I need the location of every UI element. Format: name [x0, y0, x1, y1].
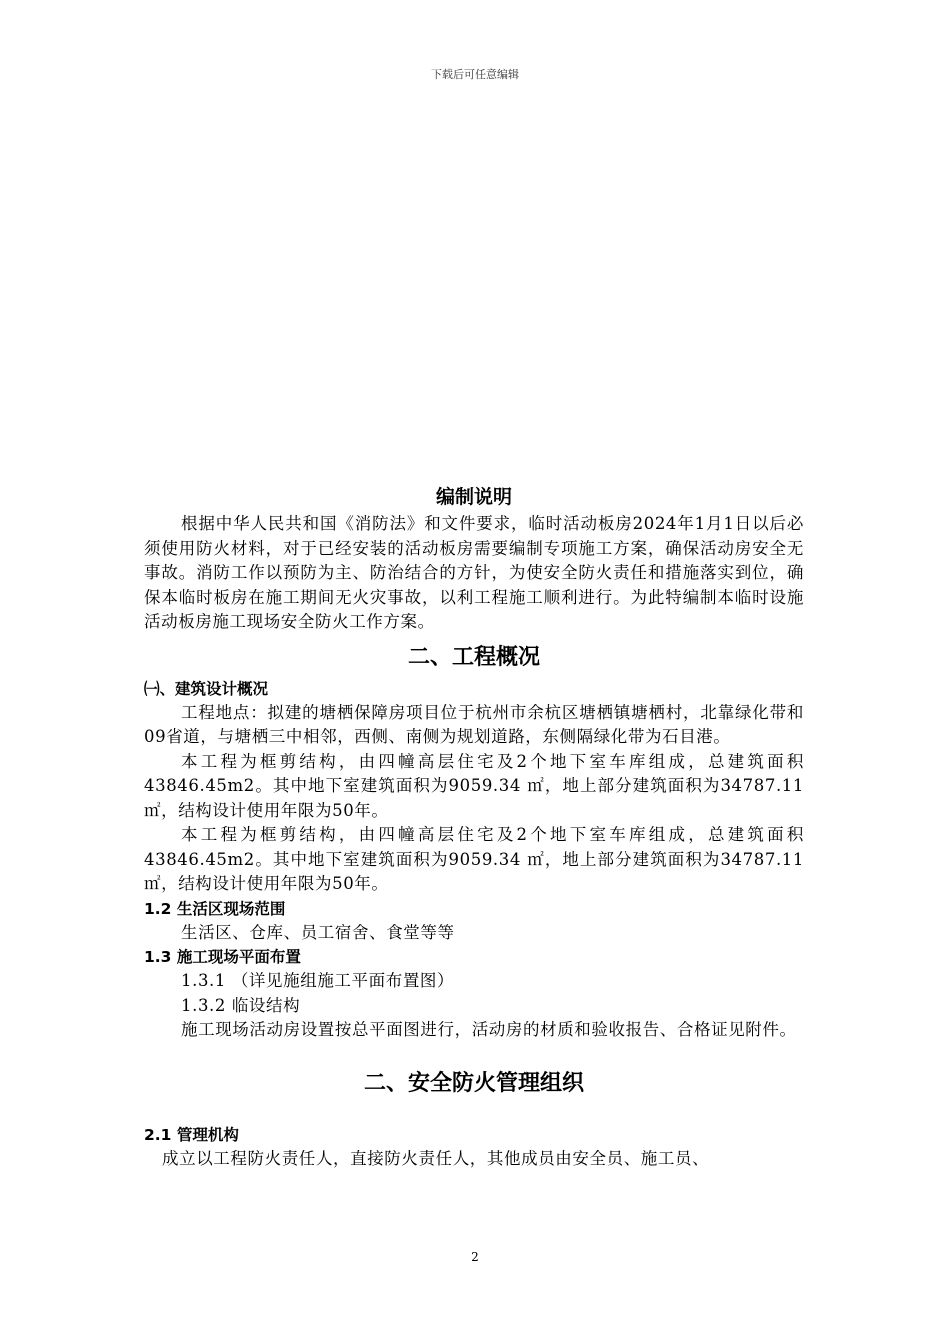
item-1-3-1: 1.3.1 （详见施组施工平面布置图）: [181, 971, 455, 990]
intro-paragraph: 根据中华人民共和国《消防法》和文件要求，临时活动板房2024年1月1日以后必须使用防火材料，对于已经安装的活动板房需要编制专项施工方案，确保活动房安全无事故。消防工作以预防为主、防治结合的方针，为使安全防火责任和措施落实到位，确保本临时板房在施工期间无火灾事故，以利工程施工顺利进行。为此特编制本临时设施活动板房施工现场安全防火工作方案。: [144, 514, 804, 631]
structure-paragraph: 本工程为框剪结构，由四幢高层住宅及2个地下室车库组成，总建筑面积43846.45m2。其中地下室建筑面积为9059.34 ㎡，地上部分建筑面积为34787.11㎡，结构设计使用年限为50年。: [144, 751, 804, 820]
management-paragraph: 成立以工程防火责任人，直接防火责任人，其他成员由安全员、施工员、: [162, 1148, 710, 1168]
subsection-heading-building-design: ㈠、建筑设计概况: [144, 679, 269, 698]
section-heading-fire-safety: 二、安全防火管理组织: [363, 1070, 584, 1096]
section-heading-project-overview: 二、工程概况: [407, 644, 540, 670]
subsection-heading-management: 2.1 管理机构: [144, 1125, 239, 1144]
subsection-heading-living-area: 1.2 生活区现场范围: [144, 899, 286, 918]
page-number: 2: [471, 1250, 479, 1264]
location-paragraph: 工程地点：拟建的塘栖保障房项目位于杭州市余杭区塘栖镇塘栖村，北靠绿化带和09省道，与塘栖三中相邻，西侧、南侧为规划道路，东侧隔绿化带为石目港。: [144, 702, 804, 746]
site-layout-paragraph: 施工现场活动房设置按总平面图进行，活动房的材质和验收报告、合格证见附件。: [181, 1020, 797, 1039]
subsection-heading-site-layout: 1.3 施工现场平面布置: [144, 948, 301, 966]
item-1-3-2: 1.3.2 临设结构: [181, 995, 301, 1015]
document-body: [144, 482, 804, 1171]
document-title: 编制说明: [435, 486, 512, 508]
page-header: 下载后可任意编辑: [431, 68, 519, 81]
structure-paragraph-repeat: 本工程为框剪结构，由四幢高层住宅及2个地下室车库组成，总建筑面积43846.45m2。其中地下室建筑面积为9059.34 ㎡，地上部分建筑面积为34787.11㎡，结构设计使用年限为50年。: [144, 825, 804, 893]
living-area-paragraph: 生活区、仓库、员工宿舍、食堂等等: [181, 922, 455, 942]
